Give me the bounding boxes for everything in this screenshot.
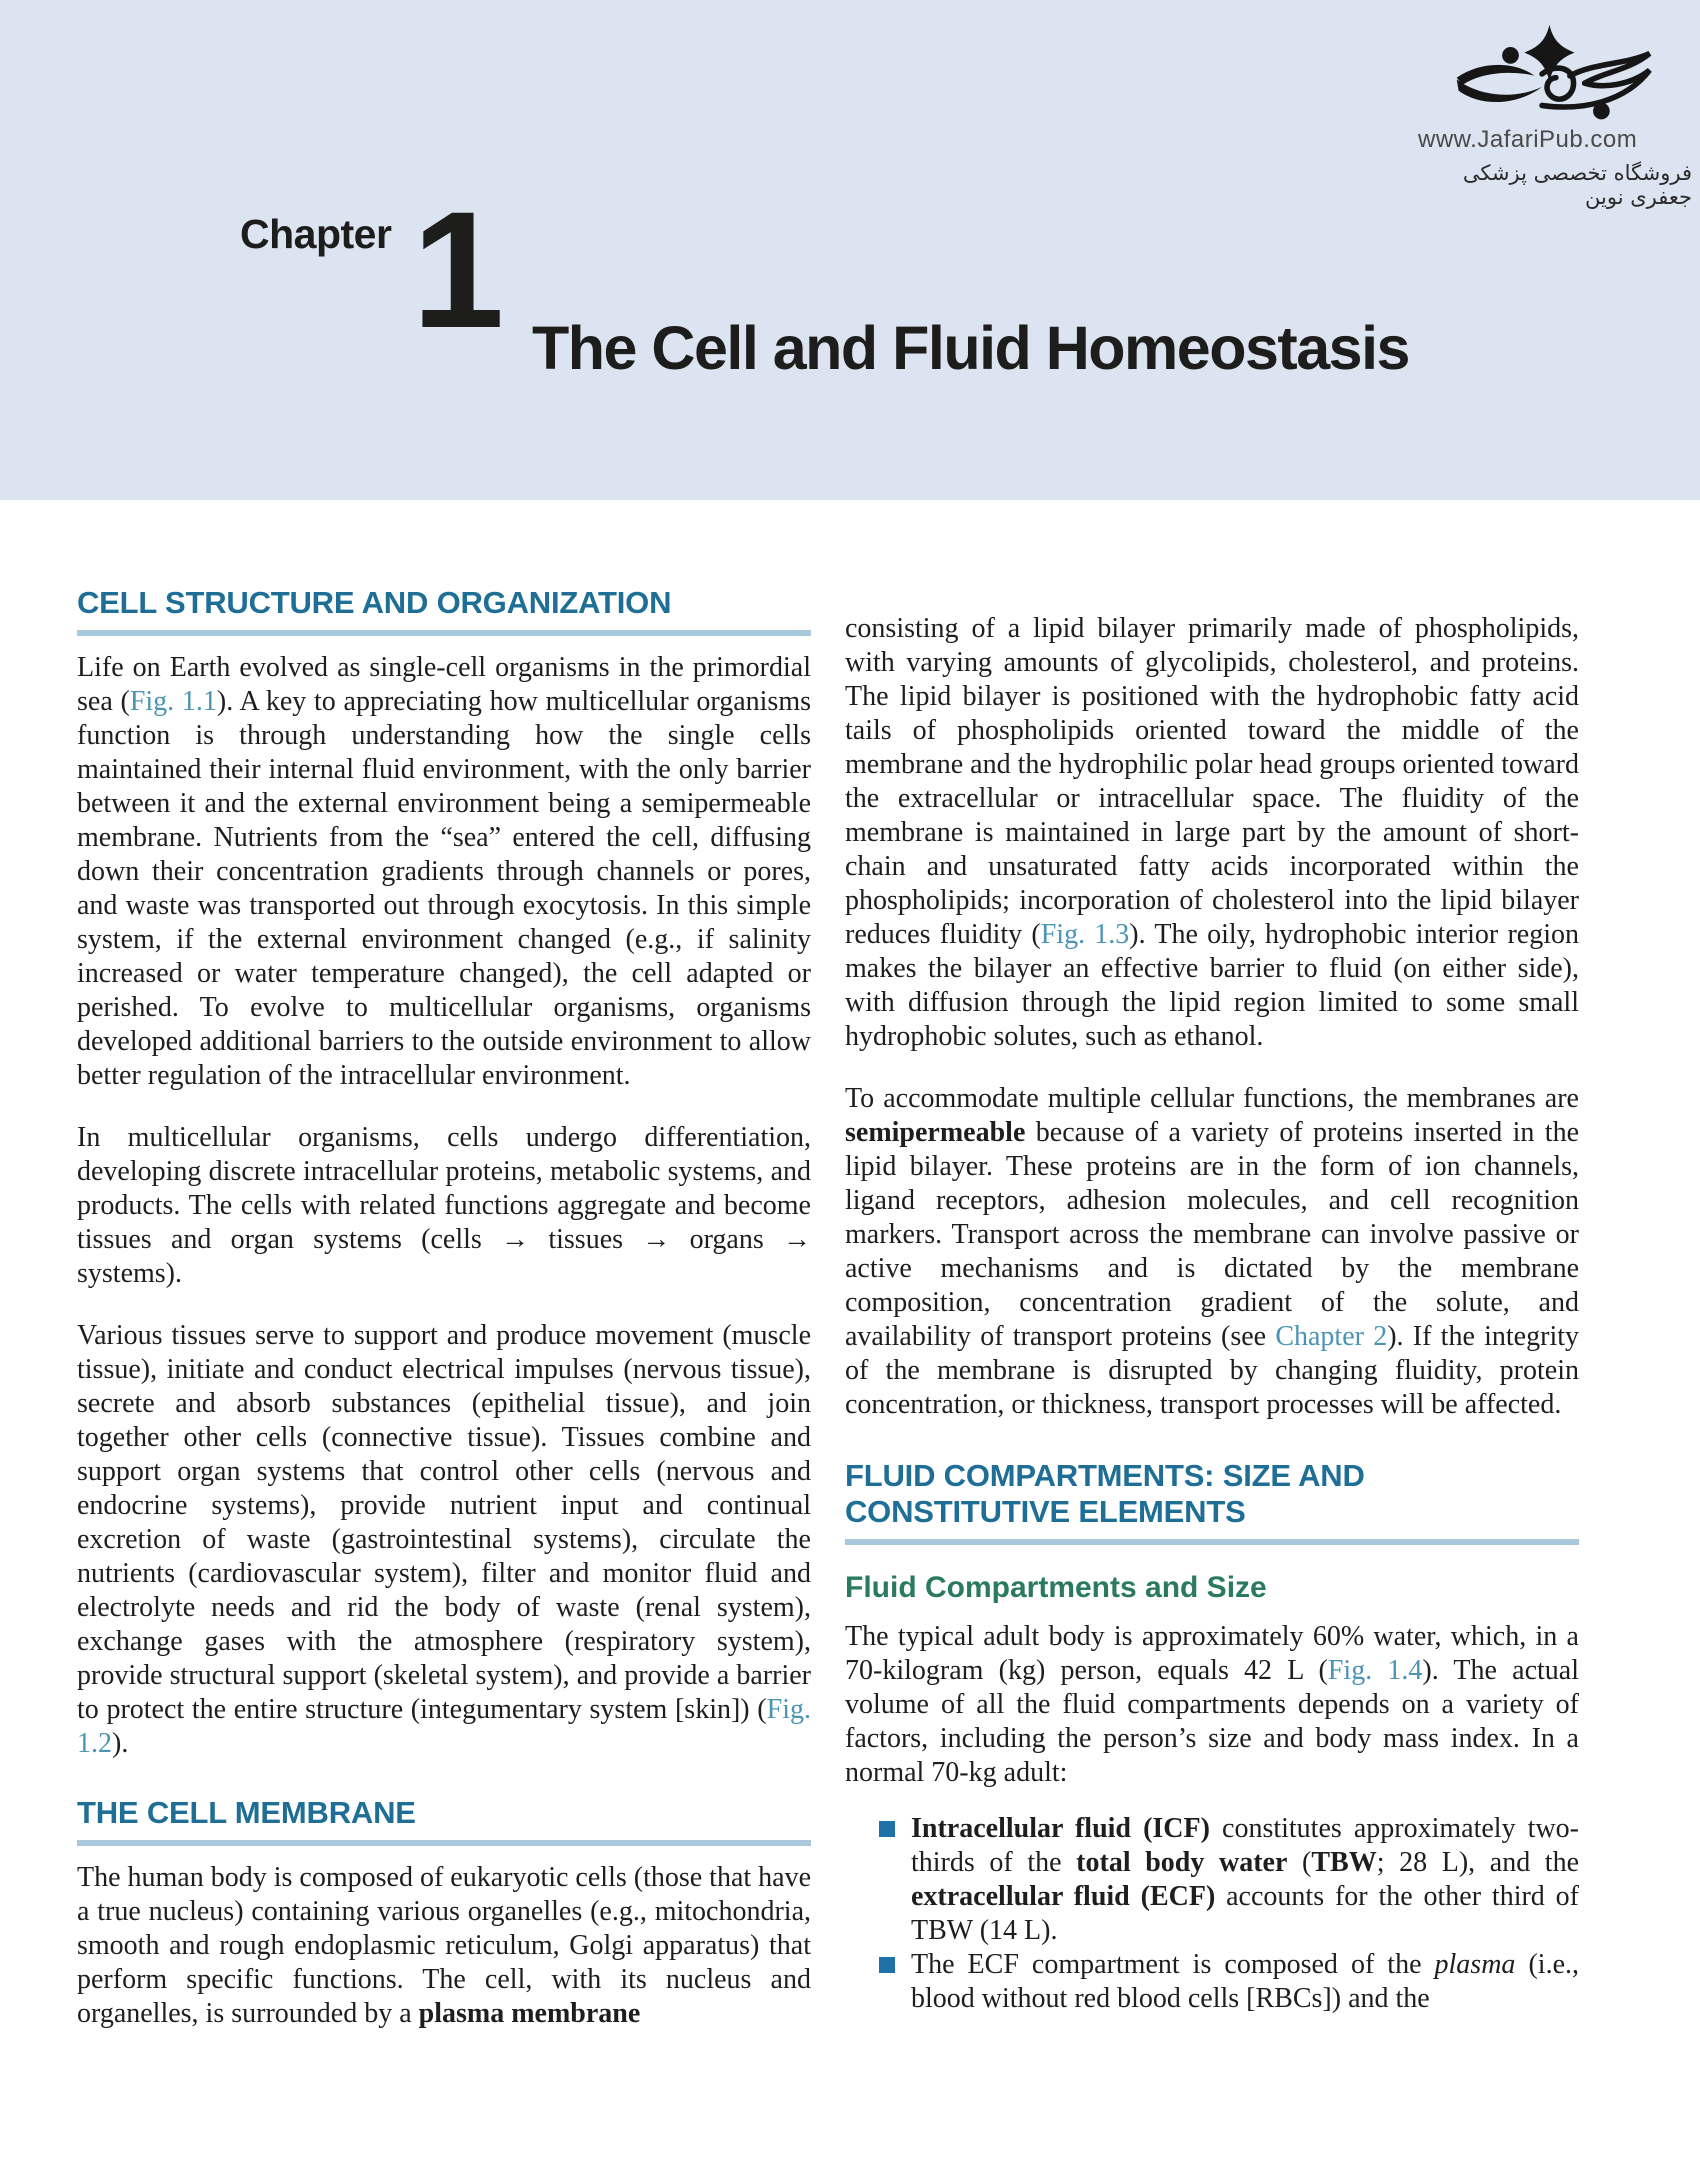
cross-reference-link[interactable]: Fig. 1.1 [129, 686, 217, 717]
text-segment: ; 28 L), and the [1376, 1847, 1580, 1878]
text-segment: ). The oily, hydrophobic interior region makes the bilayer an effective barrier to fluid (on either side), with diffusion through the lipid region limited to some small hydrophobic solutes, such as ethanol. [845, 919, 1579, 1052]
cross-reference-link[interactable]: Fig. 1.3 [1040, 919, 1130, 950]
text-segment: (i.e., blood without red blood cells [RBCs]) and the [911, 1949, 1579, 2014]
chapter-header-band [0, 0, 1700, 500]
paragraph-human-body [77, 1861, 811, 2031]
text-segment: consisting of a lipid bilayer primarily made of phospholipids, with varying amounts of glycolipids, cholesterol, and proteins. The lipid bilayer is positioned with the hydrophobic fatty acid tails of phospholipids oriented toward the middle of the membrane and the hydrophilic polar head groups oriented toward the extracellular or intracellular space. The fluidity of the membrane is maintained in large part by the amount of short-chain and unsaturated fatty acids incorporated within the phospholipids; incorporation of cholesterol into the lipid bilayer reduces fluidity ( [845, 613, 1579, 950]
text-segment: extracellular fluid (ECF) [911, 1881, 1216, 1912]
chapter-number: 1 [412, 178, 505, 363]
paragraph-multicellular-organisms [77, 1121, 811, 1291]
publisher-logo-icon [1451, 22, 1659, 124]
text-segment: ). [112, 1728, 129, 1759]
heading-underline [77, 1840, 811, 1846]
text-segment: ). The actual volume of all the fluid compartments depends on a variety of factors, including the person’s size and body mass index. In a normal 70-kg adult: [845, 1655, 1579, 1788]
text-segment: In multicellular organisms, cells undergo differentiation, developing discrete intracellular proteins, metabolic systems, and products. The cells with related functions aggregate and become tissues and organ systems (cells → tissues → organs → systems). [77, 1122, 811, 1289]
text-segment: Various tissues serve to support and produce movement (muscle tissue), initiate and conduct electrical impulses (nervous tissue), secrete and absorb substances (epithelial tissue), and join together other cells (connective tissue). Tissues combine and support organ systems that control other cells (nervous and endocrine systems), provide nutrient input and continual excretion of waste (gastrointestinal systems), circulate the nutrients (cardiovascular system), filter and monitor fluid and electrolyte needs and rid the body of waste (renal system), exchange gases with the atmosphere (respiratory system), provide structural support (skeletal system), and provide a barrier to protect the entire structure (integumentary system [skin]) ( [77, 1320, 811, 1725]
text-segment: ). If the integrity of the membrane is disrupted by changing fluidity, protein concentration, or thickness, transport processes will be affected. [845, 1321, 1579, 1420]
cross-reference-link[interactable]: Fig. 1.4 [1327, 1655, 1423, 1686]
text-segment: constitutes approximately two-thirds of the [911, 1813, 1579, 1878]
bullet-text [911, 1812, 1579, 1948]
bullet-text [911, 1948, 1579, 2016]
paragraph-semipermeable-membranes [845, 1082, 1579, 1422]
subsection-heading-fluid-compartments-size: Fluid Compartments and Size [845, 1571, 1267, 1604]
bullet-square-icon [879, 1821, 895, 1837]
text-segment: ). A key to appreciating how multicellular organisms function is through understanding how the single cells maintained their internal fluid environment, with the only barrier between it and the external environment being a semipermeable membrane. Nutrients from the “sea” entered the cell, diffusing down their concentration gradients through channels or pores, and waste was transported out through exocytosis. In this simple system, if the external environment changed (e.g., if salinity increased or water temperature changed), the cell adapted or perished. To evolve to multicellular organisms, organisms developed additional barriers to the outside environment to allow better regulation of the intracellular environment. [77, 686, 812, 1091]
publisher-logo [1418, 22, 1692, 209]
text-segment: Life on Earth evolved as single-cell organisms in the primordial sea ( [77, 652, 811, 717]
section-heading-cell-structure: CELL STRUCTURE AND ORGANIZATION [77, 585, 672, 620]
left-column [77, 585, 811, 2031]
heading-underline [845, 1539, 1579, 1545]
section-heading-cell-membrane: THE CELL MEMBRANE [77, 1795, 416, 1830]
heading-underline [77, 630, 811, 636]
text-segment: plasma membrane [418, 1998, 641, 2029]
paragraph-life-on-earth [77, 651, 811, 1093]
bullet-square-icon [879, 1957, 895, 1973]
cross-reference-link[interactable]: Fig. 1.2 [77, 1694, 811, 1759]
section-heading-fluid-compartments: FLUID COMPARTMENTS: SIZE AND CONSTITUTIVE ELEMENTS [845, 1458, 1365, 1529]
cross-reference-link[interactable]: Chapter 2 [1275, 1321, 1388, 1352]
paragraph-various-tissues [77, 1319, 811, 1761]
text-segment: Intracellular fluid (ICF) [911, 1813, 1210, 1844]
chapter-label: Chapter [240, 211, 392, 257]
paragraph-lipid-bilayer [845, 612, 1579, 1054]
right-column [845, 612, 1579, 2016]
text-segment: accounts for the other third of TBW (14 L). [911, 1881, 1579, 1946]
publisher-tagline-persian: فروشگاه تخصصی پزشکی جعفری نوین [1462, 161, 1692, 209]
chapter-title: The Cell and Fluid Homeostasis [532, 314, 1409, 382]
text-segment: total body water [1076, 1847, 1288, 1878]
publisher-url: www.JafariPub.com [1418, 126, 1638, 153]
bullet-item-ecf [845, 1948, 1579, 2016]
bullet-list [845, 1812, 1579, 2016]
text-segment: To accommodate multiple cellular functions, the membranes are [845, 1083, 1579, 1114]
text-segment: The ECF compartment is composed of the [911, 1949, 1435, 1980]
text-segment: The human body is composed of eukaryotic cells (those that have a true nucleus) containing various organelles (e.g., mitochondria, smooth and rough endoplasmic reticulum, Golgi apparatus) that perform specific functions. The cell, with its nucleus and organelles, is surrounded by a [77, 1862, 812, 2029]
text-segment: The typical adult body is approximately 60% water, which, in a 70-kilogram (kg) person, equals 42 L ( [845, 1621, 1579, 1686]
bullet-item-icf [845, 1812, 1579, 1948]
text-segment: plasma [1434, 1949, 1516, 1980]
text-segment: TBW [1311, 1847, 1377, 1878]
text-segment: semipermeable [845, 1117, 1026, 1148]
text-segment: ( [1287, 1847, 1312, 1878]
paragraph-typical-adult-body [845, 1620, 1579, 1790]
text-segment: because of a variety of proteins inserted in the lipid bilayer. These proteins are in the form of ion channels, ligand receptors, adhesion molecules, and cell recognition markers. Transport across the membrane can involve passive or active mechanisms and is dictated by the membrane composition, concentration gradient of the solute, and availability of transport proteins (see [845, 1117, 1579, 1352]
